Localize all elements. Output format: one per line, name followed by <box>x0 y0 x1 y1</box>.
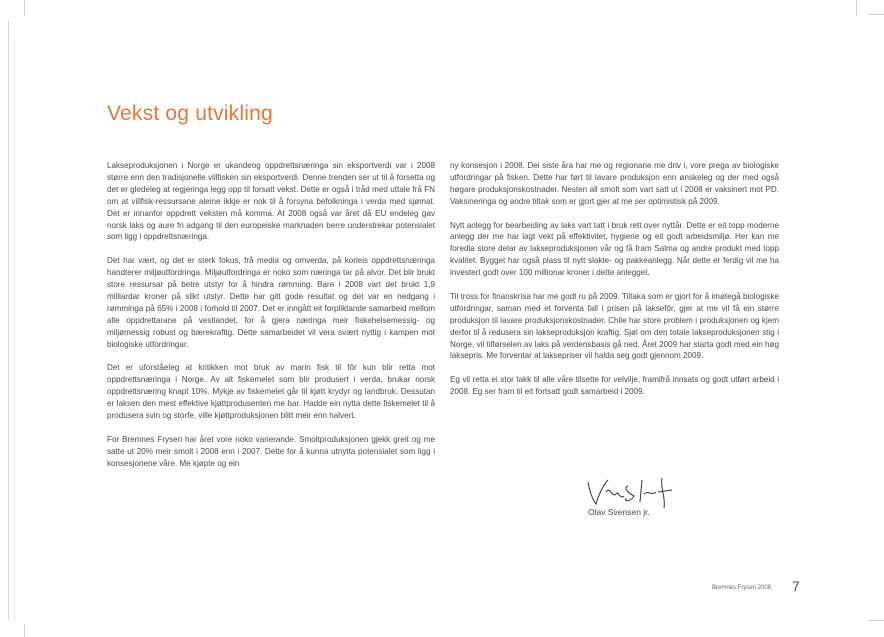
crop-mark-top-left <box>24 0 25 16</box>
left-paragraph-1: Lakseproduksjonen i Norge er ukandeog oppdrettsnæringa sin eksportverdi var i 2008 større enn den tradisjonelle villfisken sin eksportverdi. Denne trenden ser ut til å forsetta og det er gledeleg at regjeringa legg opp til forsatt vekst. Dette er også i tråd med uttale frå FN om at villfisk-ressursane aleine ikkje er nok til å forsyna befolkninga i verda med sjømat. Det er innanfor oppdrett veksten må komma. At 2008 også var året då EU endeleg gav norsk laks og aure fri adgang til den europeiske marknaden berre understrekar potensialet som ligg i oppdrettsnæringa. <box>107 161 435 242</box>
crop-mark-right-top <box>868 14 884 15</box>
left-paragraph-4: For Bremnes Fryseri har året vore noko varierande. Smoltproduksjonen gjekk greit og me satte ut 20% meir smolt i 2008 enn i 2007. Dette for å kunna utnytta potensialet som ligg i konsesjonene våre. Me kjøpte og ein <box>107 434 435 468</box>
right-paragraph-4: Eg vil retta ei stor takk til alle våre tilsette for velvilje, framifrå innsats og godt utført arbeid i 2008. Eg ser fram til eit fortsatt godt samarbeid i 2009. <box>450 375 779 397</box>
left-text-column <box>107 160 435 481</box>
crop-mark-bottom-left <box>24 624 25 637</box>
right-paragraph-3: Til tross for finanskrisa har me godt ru på 2009. Tiltaka som er gjort for å imøtegå biologiske utfordringar, saman med et forventa fall i prisen på laksefôr, gjer at me vil få ein større produksjon til lavare produksjonskostnader. Chile har store problem i produksjonen og kjem derfor til å redusera sin lakseproduksjon kraftig. Sjøl om den totale lakseproduksjonen stig i Norge, vil tilførselen av laks på verdensbasis gå ned. Året 2009 har starta godt med ein høg laksepris. Me forventar at laksepriser vil halda seg godt gjennom 2009. <box>450 291 779 361</box>
page-title: Vekst og utvikling <box>107 102 273 125</box>
right-text-column <box>450 160 779 410</box>
left-paragraph-2: Det har vært, og det er sterk fokus, frå media og omverda, på korleis oppdrettsnæringa handterer miljøutfordringa. Miljøutfordringa er noko som næringa tar på alvor. Det blir brukt store ressursar på betre utstyr for å hindra rømming. Bare i 2008 vart det brukt 1,9 milliardar kroner på slikt utstyr. Dette har gitt gode resultat og det var en nedgang i rømminga på 65% i 2008 i forhold til 2007. Det er inngått eit forpliktande samarbeid mellom alle oppdrettarane på vestlandet, for å gjera næringa meir fiskehelsemessig- og miljømessig robust og bærekraftig. Dette samarbeidet vil vera svært nyttig i kampen mot biologiske utfordringar. <box>107 256 435 349</box>
handwritten-signature <box>582 472 682 512</box>
right-paragraph-2: Nytt anlegg for bearbeiding av laks vart tatt i bruk rett over nyttår. Dette er eit topp moderne anlegg der me har lagt vekt på effektivitet, hygiene og eit godt arbeidsmiljø. Her kan me foredla store delar av lakseproduksjonen vår og få fram Salma og andre produkt med topp kvalitet. Bygget har også plass til nytt slakte- og pakkeanlegg. Når dette er ferdig vil me ha investert godt over 100 millionar kroner i dette anlegget. <box>450 220 779 278</box>
page-number: 7 <box>792 578 800 594</box>
right-paragraph-1: ny konsesjon i 2008. Dei siste åra har me og regionane me driv i, vore prega av biologiske utfordringar på fisken. Dette har ført til lavare produksjon enn ønskeleg og der med også høgare produksjonskostnader. Nesten all smolt som vart satt ut i 2008 er vaksinert mot PD. Vaksineringa og andre tiltak som er gjort gjer at me ser optimistisk på 2009. <box>450 161 779 206</box>
signature-name: Olav Svensen jr. <box>588 507 650 517</box>
left-margin-rule <box>8 20 9 620</box>
left-margin-rule-inner <box>14 40 15 620</box>
crop-mark-right-bottom <box>868 620 884 621</box>
crop-mark-top-right <box>856 0 857 16</box>
left-paragraph-3: Det er uforståeleg at kritikken mot bruk av marin fisk til fôr kun blir retta mot oppdrettsnæringa i Norge. Av alt fiskemelet som blir produsert i verda, brukar norsk oppdrettsnæring knapt 10%. Mykje av fiskemelet går til kjøtt krydyr og landbruk. Dessutan er laksen den mest effektive kjøttprodusenten me har. Hadde ein nytta dette fiskemelet til å produsera svin og storfe, ville kjøttproduksjonen blitt meir enn halvert. <box>107 363 435 420</box>
footer-text: Bremnes Fryseri 2008 <box>712 585 772 591</box>
